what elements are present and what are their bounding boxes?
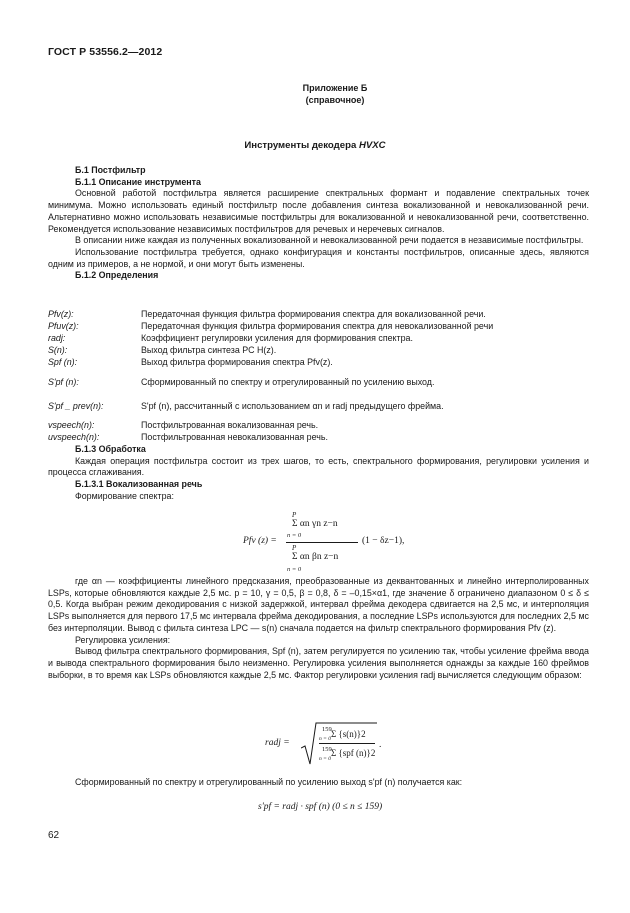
title-text: Инструменты декодера xyxy=(244,140,359,151)
definition-row xyxy=(48,309,589,321)
document-header: ГОСТ Р 53556.2—2012 xyxy=(48,46,163,58)
definition-row xyxy=(48,377,589,389)
sum-lower-limit: n = 0 xyxy=(319,736,331,742)
definition-desc: Постфильтрованная вокализованная речь. xyxy=(141,420,319,430)
section-final xyxy=(48,777,589,789)
definition-desc: S'pf (n), рассчитанный с использованием αn и radj предыдущего фрейма. xyxy=(141,401,444,411)
section-b131-text xyxy=(48,576,589,681)
appendix-label xyxy=(0,82,630,106)
title-emphasis: HVXC xyxy=(358,140,386,151)
definition-term: S'pf (n): xyxy=(48,377,79,387)
paragraph-9: Сформированный по спектру и отрегулированный по усилению выход s'pf (n) получается как: xyxy=(75,777,463,787)
definition-term: Pfuv(z): xyxy=(48,321,79,331)
paragraph-5: Формирование спектра: xyxy=(75,490,174,501)
definition-row xyxy=(48,401,589,413)
definition-term: radj: xyxy=(48,333,66,343)
heading-b12: Б.1.2 Определения xyxy=(75,270,159,281)
section-title xyxy=(0,140,630,152)
section-b1 xyxy=(48,165,589,282)
paragraph-3: Использование постфильтра требуется, однако конфигурация и константы постфильтров, описанные здесь, являются одним из примеров, а не нормой, и они могут быть изменены. xyxy=(48,246,589,269)
sum-upper-limit: 159 xyxy=(322,726,332,733)
sum-upper-limit: 159 xyxy=(322,746,332,753)
heading-b11: Б.1.1 Описание инструмента xyxy=(75,176,201,187)
definition-desc: Передаточная функция фильтра формирования спектра для невокализованной речи xyxy=(141,321,494,331)
sum-upper-limit: P xyxy=(292,511,297,519)
definition-row xyxy=(48,420,589,432)
page-number: 62 xyxy=(48,830,60,841)
formula-radj xyxy=(265,722,395,770)
paragraph-8: Вывод фильтра спектрального формирования, Spf (n), затем регулируется по усилению так, чтобы усиление фрейма ввода и вывода спектрального формирования было неизменно. Регулировка усиления выполняется однажды за каждые 160 фреймов выборки, в то время как LSPs обновляются каждые 2,5 мс. Фактор регулировки усиления radj вычисляется следующим образом: xyxy=(48,646,589,680)
definition-desc: Выход фильтра синтеза РС H(z). xyxy=(141,345,277,355)
definition-desc: Постфильтрованная невокализованная речь. xyxy=(141,432,328,442)
definition-term: Spf (n): xyxy=(48,357,78,367)
definition-row xyxy=(48,357,589,369)
definition-desc: Передаточная функция фильтра формирования спектра для вокализованной речи. xyxy=(141,309,486,319)
definition-term: uvspeech(n): xyxy=(48,432,100,442)
appendix-line1: Приложение Б xyxy=(302,83,368,93)
formula-tail: . xyxy=(379,740,382,750)
definition-desc: Коэффициент регулировки усиления для формирования спектра. xyxy=(141,333,413,343)
paragraph-1: Основной работой постфильтра является расширение спектральных формант и подавление спектральных точек минимума. Можно использовать единый постфильтр после добавления синтеза вокализованной и невокализованной речи. Альтернативно можно использовать независимые постфильтры для вокализованной и невокализованной речи, соответственно. Рекомендуется использование независимых постфильтров для речевых и неречевых сигналов. xyxy=(48,188,589,234)
paragraph-4: Каждая операция постфильтра состоит из трех шагов, то есть, спектрального формирования, регулировки усиления и процесса сглаживания. xyxy=(48,455,589,478)
section-b13 xyxy=(48,444,589,503)
sum-lower-limit: n = 0 xyxy=(287,566,302,573)
formula-denominator: Σ {spf (n)}2 xyxy=(331,748,376,758)
sum-upper-limit: P xyxy=(292,544,297,552)
definition-row xyxy=(48,321,589,333)
heading-b131: Б.1.3.1 Вокализованная речь xyxy=(75,479,203,490)
paragraph-6: где αn — коэффициенты линейного предсказания, преобразованные из деквантованных и линейно интерполированных LSPs, которые обновляются каждые 2,5 мс. p = 10, γ = 0,5, β = 0,8, δ = –0,15×α1, где значение δ ограничено диапазоном 0 ≤ δ ≤ 0,5. Когда выбран режим декодирования с низкой задержкой, интервал фрейма декодера сдвигается на 2,5 мс, и интерполяция LSPs выполняется для первого 17,5 мс интервала фрейма декодирования, а последние LSPs используются для последних 2,5 мс без интерполяции. Вывод с фильта синтеза LPC — s(n) сначала подается на фильтр спектрального формирования Pfv (z). xyxy=(48,576,589,633)
definition-row xyxy=(48,432,589,444)
formula-numerator: Σ αn γn z−n xyxy=(292,519,338,529)
definition-term: Pfv(z): xyxy=(48,309,74,319)
formula-lhs: radj = xyxy=(265,738,290,748)
definition-row xyxy=(48,345,589,357)
paragraph-7: Регулировка усиления: xyxy=(75,634,171,645)
definition-term: S'pf _ prev(n): xyxy=(48,401,104,411)
formula-pfv xyxy=(240,510,440,574)
appendix-line2: (справочное) xyxy=(305,95,365,105)
fraction-bar xyxy=(286,542,358,543)
formula-spf-output: s'pf = radj · spf (n) (0 ≤ n ≤ 159) xyxy=(258,802,383,812)
definition-row xyxy=(48,333,589,345)
definition-term: vspeech(n): xyxy=(48,420,95,430)
heading-b13: Б.1.3 Обработка xyxy=(75,444,146,454)
definition-term: S(n): xyxy=(48,345,68,355)
definition-desc: Сформированный по спектру и отрегулированный по усилению выход. xyxy=(141,377,435,387)
formula-denominator: Σ αn βn z−n xyxy=(292,552,339,562)
sum-lower-limit: n = 0 xyxy=(287,532,302,539)
formula-lhs: Pfv (z) = xyxy=(243,536,277,546)
paragraph-2: В описании ниже каждая из полученных вокализованной и невокализованной речи подается в независимые постфильтры. xyxy=(75,235,584,246)
heading-b1: Б.1 Постфильтр xyxy=(75,165,146,175)
formula-tail: (1 − δz−1), xyxy=(362,536,405,546)
definition-desc: Выход фильтра формирования спектра Pfv(z). xyxy=(141,357,333,367)
sum-lower-limit: n = 0 xyxy=(319,756,331,762)
formula-numerator: Σ {s(n)}2 xyxy=(331,729,366,739)
